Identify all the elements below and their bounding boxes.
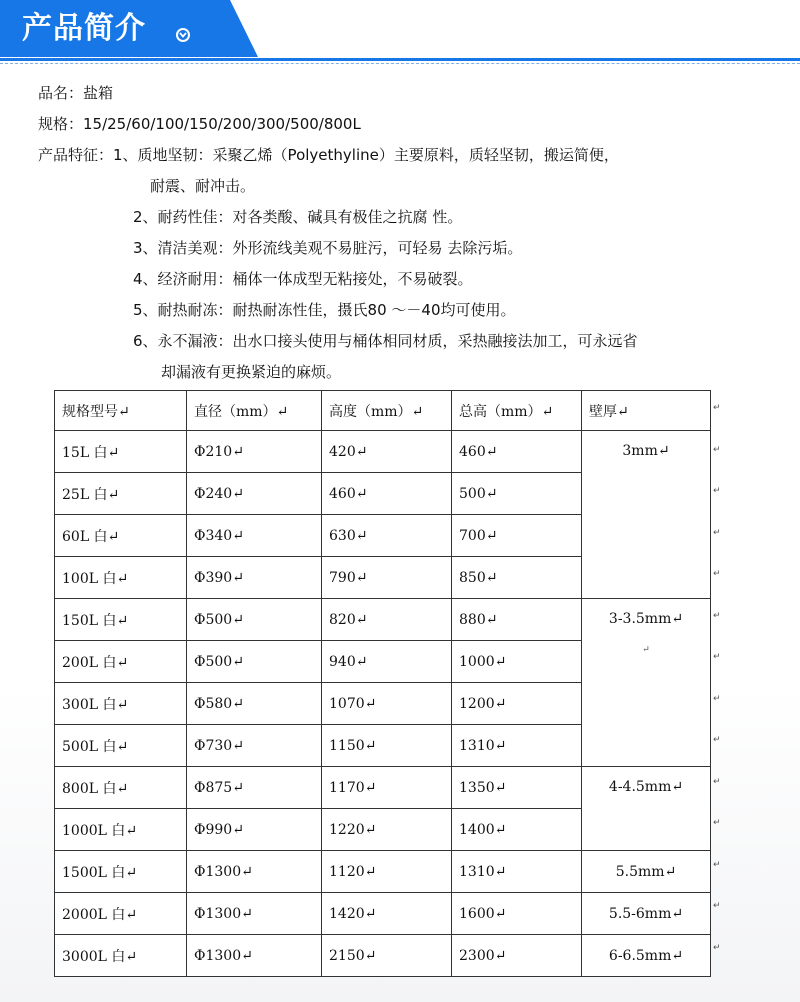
- cell-diameter: Φ875↵: [187, 767, 322, 809]
- column-header-diameter: 直径（mm）↵: [187, 391, 322, 431]
- cell-total: 2300↵: [452, 935, 582, 977]
- cell-model: 2000L 白↵: [55, 893, 187, 935]
- cell-wall: [582, 599, 711, 767]
- cell-height: 790↵: [322, 557, 452, 599]
- cell-model: 300L 白↵: [55, 683, 187, 725]
- cell-height: 2150↵: [322, 935, 452, 977]
- cell-total: 700↵: [452, 515, 582, 557]
- cell-total: 1310↵: [452, 725, 582, 767]
- row-end-mark: ↵: [713, 901, 721, 911]
- cell-diameter: Φ990↵: [187, 809, 322, 851]
- cell-wall-mark: ↵: [642, 645, 650, 655]
- cell-height: 820↵: [322, 599, 452, 641]
- row-end-mark: ↵: [713, 694, 721, 704]
- cell-height: 420↵: [322, 431, 452, 473]
- column-header-height: 高度（mm）↵: [322, 391, 452, 431]
- cell-wall: 4-4.5mm↵: [582, 767, 711, 851]
- cell-height: 1220↵: [322, 809, 452, 851]
- cell-model: 800L 白↵: [55, 767, 187, 809]
- cell-model: 3000L 白↵: [55, 935, 187, 977]
- cell-model: 1500L 白↵: [55, 851, 187, 893]
- cell-wall: 6-6.5mm↵: [582, 935, 711, 977]
- cell-diameter: Φ1300↵: [187, 893, 322, 935]
- row-end-mark: ↵: [713, 403, 721, 413]
- feature-item-2: 2、耐药性佳：对各类酸、碱具有极佳之抗腐 性。: [133, 208, 463, 226]
- feature-item-5: 5、耐热耐冻：耐热耐冻性佳，摄氏80 ～－40均可使用。: [133, 301, 516, 319]
- cell-total: 1310↵: [452, 851, 582, 893]
- spec-table: [54, 390, 711, 977]
- column-header-wall: 壁厚↵: [582, 391, 711, 431]
- cell-diameter: Φ500↵: [187, 641, 322, 683]
- cell-total: 1400↵: [452, 809, 582, 851]
- cell-model: 60L 白↵: [55, 515, 187, 557]
- cell-diameter: Φ240↵: [187, 473, 322, 515]
- row-end-mark: ↵: [713, 445, 721, 455]
- product-name: 品名：盐箱: [38, 84, 114, 102]
- table-row: [55, 893, 711, 935]
- cell-height: 630↵: [322, 515, 452, 557]
- row-end-mark: ↵: [713, 818, 721, 828]
- row-end-mark: ↵: [713, 652, 721, 662]
- cell-diameter: Φ390↵: [187, 557, 322, 599]
- cell-model: 25L 白↵: [55, 473, 187, 515]
- row-end-mark: ↵: [713, 569, 721, 579]
- cell-model: 500L 白↵: [55, 725, 187, 767]
- cell-height: 1170↵: [322, 767, 452, 809]
- cell-diameter: Φ580↵: [187, 683, 322, 725]
- header-underline: [0, 58, 800, 61]
- table-row: [55, 851, 711, 893]
- row-end-mark: ↵: [713, 486, 721, 496]
- cell-total: 1000↵: [452, 641, 582, 683]
- row-end-mark: ↵: [713, 943, 721, 953]
- cell-wall-value: 3-3.5mm↵: [608, 611, 684, 627]
- feature-item-3: 3、清洁美观：外形流线美观不易脏污，可轻易 去除污垢。: [133, 239, 523, 257]
- cell-model: 15L 白↵: [55, 431, 187, 473]
- cell-height: 1420↵: [322, 893, 452, 935]
- column-header-total-height: 总高（mm）↵: [452, 391, 582, 431]
- cell-diameter: Φ1300↵: [187, 851, 322, 893]
- row-end-mark: ↵: [713, 611, 721, 621]
- feature-item-1-cont: 耐震、耐冲击。: [150, 177, 256, 195]
- cell-diameter: Φ340↵: [187, 515, 322, 557]
- table-row: [55, 431, 711, 473]
- cell-diameter: Φ210↵: [187, 431, 322, 473]
- section-title: 产品简介: [22, 11, 146, 46]
- cell-model: 150L 白↵: [55, 599, 187, 641]
- table-row: [55, 599, 711, 641]
- product-spec: 规格：15/25/60/100/150/200/300/500/800L: [38, 115, 361, 133]
- cell-height: 1070↵: [322, 683, 452, 725]
- features-label: 产品特征：: [38, 146, 114, 164]
- product-info: [38, 78, 778, 388]
- cell-height: 460↵: [322, 473, 452, 515]
- row-end-mark: ↵: [713, 528, 721, 538]
- table-row: [55, 935, 711, 977]
- feature-item-4: 4、经济耐用：桶体一体成型无粘接处，不易破裂。: [133, 270, 473, 288]
- cell-wall: 5.5-6mm↵: [582, 893, 711, 935]
- feature-item-6-cont: 却漏液有更换紧迫的麻烦。: [161, 363, 342, 381]
- feature-text: 1、质地坚韧：采聚乙烯（Polyethyline）主要原料，质轻坚韧，搬运简便，: [113, 146, 619, 164]
- header-dashed-divider: [0, 63, 800, 64]
- cell-total: 1200↵: [452, 683, 582, 725]
- cell-diameter: Φ1300↵: [187, 935, 322, 977]
- cell-model: 100L 白↵: [55, 557, 187, 599]
- cell-total: 1600↵: [452, 893, 582, 935]
- cell-model: 200L 白↵: [55, 641, 187, 683]
- column-header-model: 规格型号↵: [55, 391, 187, 431]
- cell-height: 1120↵: [322, 851, 452, 893]
- cell-height: 940↵: [322, 641, 452, 683]
- cell-total: 460↵: [452, 431, 582, 473]
- cell-model: 1000L 白↵: [55, 809, 187, 851]
- row-end-mark: ↵: [713, 735, 721, 745]
- cell-total: 850↵: [452, 557, 582, 599]
- cell-total: 880↵: [452, 599, 582, 641]
- cell-height: 1150↵: [322, 725, 452, 767]
- cell-wall: 3mm↵: [582, 431, 711, 599]
- row-end-mark: ↵: [713, 777, 721, 787]
- table-header-row: [55, 391, 711, 431]
- cell-total: 500↵: [452, 473, 582, 515]
- cell-diameter: Φ500↵: [187, 599, 322, 641]
- cell-wall: 5.5mm↵: [582, 851, 711, 893]
- table-row: [55, 767, 711, 809]
- section-header: [0, 0, 800, 70]
- chevron-down-circle-icon: [176, 28, 190, 42]
- cell-diameter: Φ730↵: [187, 725, 322, 767]
- feature-item-6: 6、永不漏液：出水口接头使用与桶体相同材质，采热融接法加工，可永远省: [133, 332, 638, 350]
- feature-item-1: [38, 140, 778, 171]
- row-end-mark: ↵: [713, 860, 721, 870]
- cell-total: 1350↵: [452, 767, 582, 809]
